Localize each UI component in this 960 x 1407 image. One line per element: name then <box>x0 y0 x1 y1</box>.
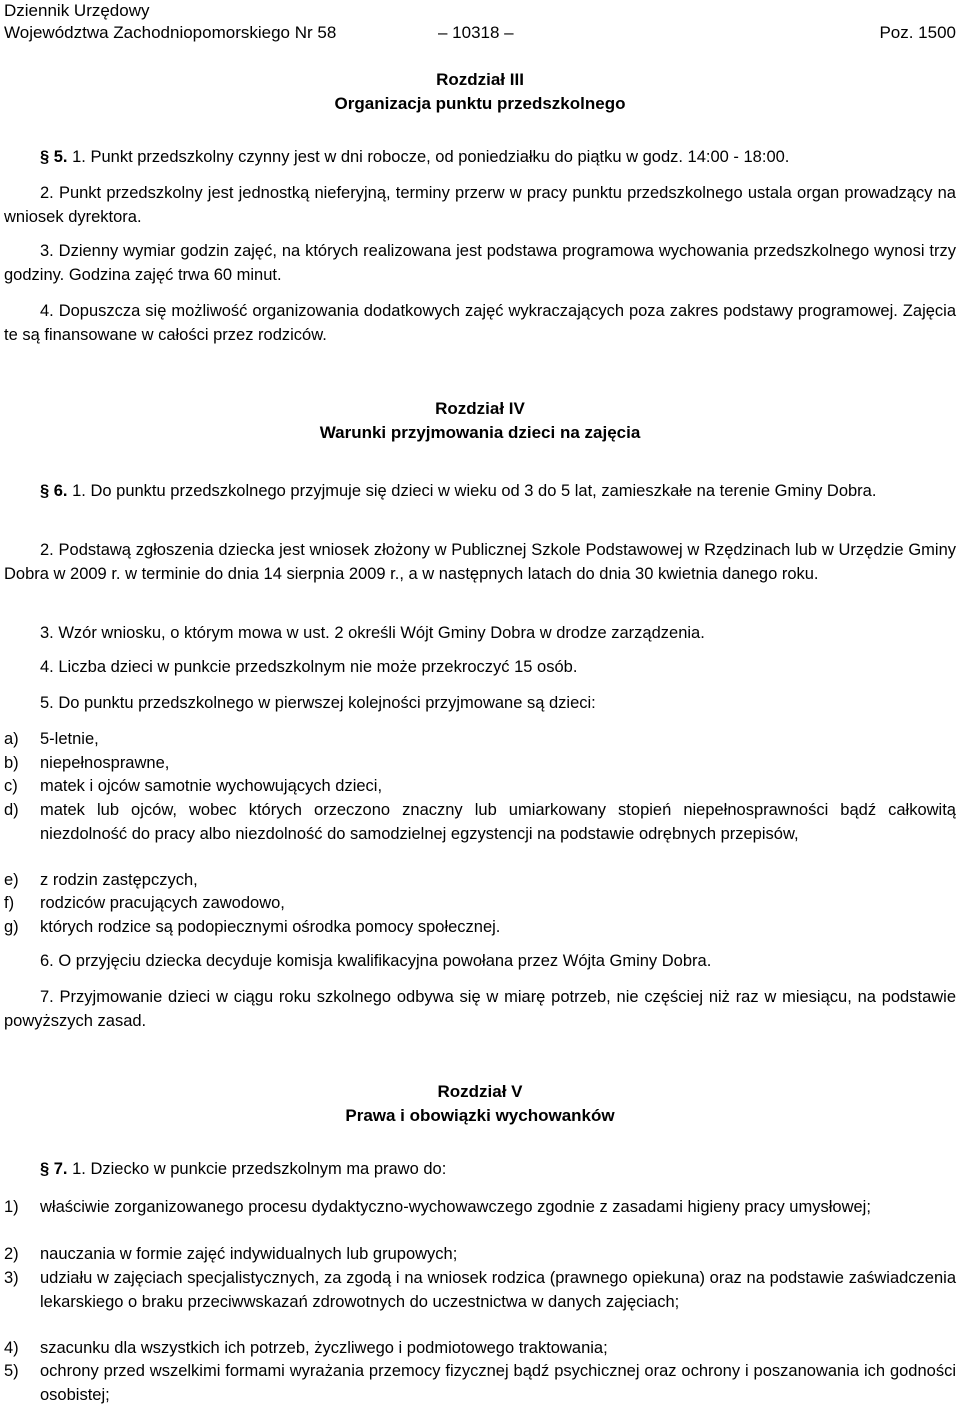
par5-ust2 <box>4 182 956 229</box>
section-mark: § 5. <box>40 148 68 166</box>
list-item-f: f) rodziców pracujących zawodowo, <box>4 894 285 912</box>
par6-ust4-text: 4. Liczba dzieci w punkcie przedszkolnym nie może przekroczyć 15 osób. <box>40 658 578 676</box>
section-mark: § 7. <box>40 1160 68 1178</box>
par5-ust1-text: 1. Punkt przedszkolny czynny jest w dni robocze, od poniedziałku do piątku w godz. 14:00 - 18:00. <box>72 148 790 166</box>
list-item-b: b) niepełnosprawne, <box>4 754 170 772</box>
chapter-iv-title: Rozdział IV <box>435 399 525 418</box>
right-item-5: 5) ochrony przed wszelkimi formami wyrażania przemocy fizycznej bądź psychicznej oraz ochrony i poszanowania ich godności osobistej; <box>4 1362 956 1404</box>
par6-ust6 <box>4 950 956 974</box>
list-item-g: g) których rodzice są podopiecznymi ośrodka pomocy społecznej. <box>4 918 501 936</box>
par6-ust7-text: 7. Przyjmowanie dzieci w ciągu roku szkolnego odbywa się w miarę potrzeb, nie częściej niż raz w miesiącu, na podstawie powyższych zasad. <box>4 988 956 1030</box>
par6-ust5 <box>4 692 956 716</box>
par5-ust1 <box>4 146 956 170</box>
par5-ust4-text: 4. Dopuszcza się możliwość organizowania dodatkowych zajęć wykraczających poza zakres podstawy programowej. Zajęcia te są finansowane w całości przez rodziców. <box>4 302 956 344</box>
right-item-1: 1) właściwie zorganizowanego procesu dydaktyczno-wychowawczego zgodnie z zasadami higieny pracy umysłowej; <box>4 1198 871 1216</box>
par6-ust2 <box>4 539 956 586</box>
list-item-c: c) matek i ojców samotnie wychowujących dzieci, <box>4 777 383 795</box>
par6-ust5-text: 5. Do punktu przedszkolnego w pierwszej kolejności przyjmowane są dzieci: <box>40 694 596 712</box>
list-item-e: e) z rodzin zastępczych, <box>4 871 198 889</box>
par5-ust3 <box>4 240 956 287</box>
chapter-v-subtitle: Prawa i obowiązki wychowanków <box>345 1106 615 1125</box>
section-mark: § 6. <box>40 482 68 500</box>
voivodeship-issue: Województwa Zachodniopomorskiego Nr 58 <box>4 23 337 42</box>
position-number: Poz. 1500 <box>879 23 956 42</box>
par6-ust1 <box>4 480 956 504</box>
right-item-2: 2) nauczania w formie zajęć indywidualnych lub grupowych; <box>4 1245 458 1263</box>
chapter-iii-subtitle: Organizacja punktu przedszkolnego <box>334 94 626 113</box>
page-header <box>4 0 956 44</box>
par6-ust3-text: 3. Wzór wniosku, o którym mowa w ust. 2 określi Wójt Gminy Dobra w drodze zarządzenia. <box>40 624 705 642</box>
par6-ust3 <box>4 622 956 646</box>
par6-ust7 <box>4 986 956 1033</box>
par6-ust4 <box>4 656 956 680</box>
chapter-iv-subtitle: Warunki przyjmowania dzieci na zajęcia <box>319 423 641 442</box>
journal-title: Dziennik Urzędowy <box>4 1 150 20</box>
par5-ust3-text: 3. Dzienny wymiar godzin zajęć, na których realizowana jest podstawa programowa wychowania przedszkolnego wynosi trzy godziny. Godzina zajęć trwa 60 minut. <box>4 242 956 284</box>
right-item-3: 3) udziału w zajęciach specjalistycznych, za zgodą i na wniosek rodzica (prawnego opiekuna) oraz na podstawie zaświadczenia lekarskiego o braku przeciwwskazań zdrowotnych do uczestnictwa w danych zajęciach; <box>4 1269 956 1311</box>
par7-ust1 <box>4 1158 956 1182</box>
right-item-4: 4) szacunku dla wszystkich ich potrzeb, życzliwego i podmiotowego traktowania; <box>4 1339 608 1357</box>
par5-ust2-text: 2. Punkt przedszkolny jest jednostką nieferyjną, terminy przerw w pracy punktu przedszkolnego ustala organ prowadzący na wniosek dyrektora. <box>4 184 956 226</box>
par6-ust2-text: 2. Podstawą zgłoszenia dziecka jest wniosek złożony w Publicznej Szkole Podstawowej w Rzędzinach lub w Urzędzie Gminy Dobra w 2009 r. w terminie do dnia 14 sierpnia 2009 r., a w następnych latach do dnia 30 kwietnia danego roku. <box>4 541 956 583</box>
list-item-a: a) 5-letnie, <box>4 730 99 748</box>
par6-ust1-text: 1. Do punktu przedszkolnego przyjmuje się dzieci w wieku od 3 do 5 lat, zamieszkałe na terenie Gminy Dobra. <box>72 482 877 500</box>
par7-ust1-text: 1. Dziecko w punkcie przedszkolnym ma prawo do: <box>72 1160 447 1178</box>
chapter-v-title: Rozdział V <box>437 1082 523 1101</box>
chapter-iii-title: Rozdział III <box>436 70 524 89</box>
par5-ust4 <box>4 300 956 347</box>
journal-subtitle-line <box>4 22 956 44</box>
par6-ust6-text: 6. O przyjęciu dziecka decyduje komisja kwalifikacyjna powołana przez Wójta Gminy Dobra. <box>40 952 712 970</box>
page-number: – 10318 – <box>438 23 514 42</box>
list-item-d: d) matek lub ojców, wobec których orzeczono znaczny lub umiarkowany stopień niepełnosprawności bądź całkowitą niezdolność do pracy albo niezdolność do samodzielnej egzystencji na podstawie odrębnych przepisów, <box>4 801 956 843</box>
